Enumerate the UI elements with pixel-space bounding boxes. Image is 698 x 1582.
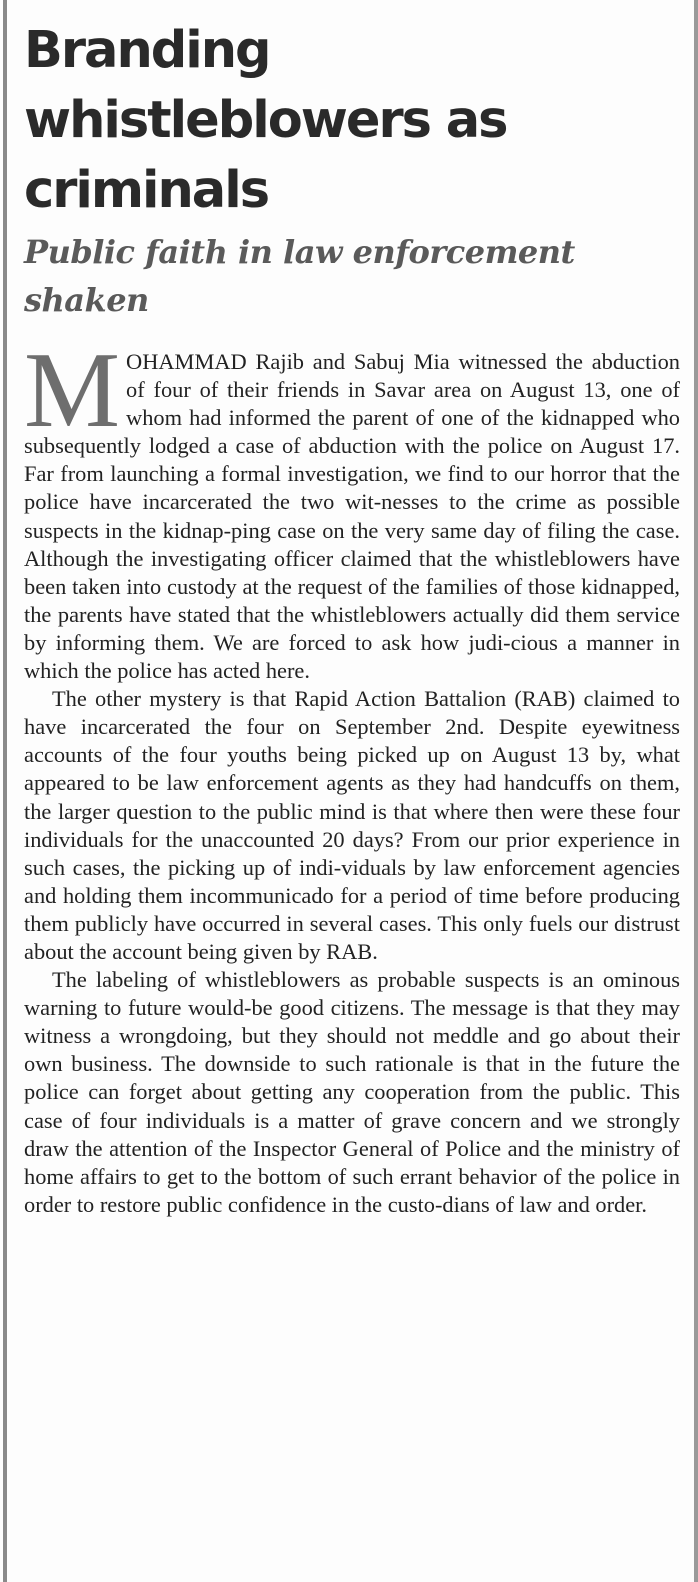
article-body <box>24 331 680 1219</box>
editorial-article <box>24 16 680 1219</box>
right-border-rule <box>694 0 698 1582</box>
headline: Branding whistleblowers as criminals <box>24 21 507 220</box>
paragraph-1 <box>24 331 680 685</box>
drop-cap: M <box>24 331 121 450</box>
subheadline: Public faith in law enforcement shaken <box>24 233 575 319</box>
paragraph-2: The other mystery is that Rapid Action Battalion (RAB) claimed to have incarcerated the four on September 2nd. Despite eyewitness accounts of the four youths being picked up on August 13 by, what appeared to be law enforcement agents as they had handcuffs on them, the larger question to the public mind is that where then were these four individuals for the unaccounted 20 days? From our prior experience in such cases, the picking up of indi-viduals by law enforcement agencies and holding them incommunicado for a period of time before producing them publicly have occurred in several cases. This only fuels our distrust about the account being given by RAB. <box>24 686 680 964</box>
left-border-rule <box>3 0 7 1582</box>
paragraph-1-text: OHAMMAD Rajib and Sabuj Mia witnessed the abduction of four of their friends in Savar area on August 13, one of whom had informed the parent of one of the kidnapped who subsequently lodged a case of abduction with the police on August 17. Far from launching a formal investigation, we find to our horror that the police have incarcerated the two wit-nesses to the crime as possible suspects in the kidnap-ping case on the very same day of filing the case. Although the investigating officer claimed that the whistleblowers have been taken into custody at the request of the families of those kidnapped, the parents have stated that the whistleblowers actually did them service by informing them. We are forced to ask how judi-cious a manner in which the police has acted here. <box>24 349 680 684</box>
paragraph-3: The labeling of whistleblowers as probable suspects is an ominous warning to future would-be good citizens. The message is that they may witness a wrongdoing, but they should not meddle and go about their own business. The downside to such rationale is that in the future the police can forget about getting any cooperation from the public. This case of four individuals is a matter of grave concern and we strongly draw the attention of the Inspector General of Police and the ministry of home affairs to get to the bottom of such errant behavior of the police in order to restore public confidence in the custo-dians of law and order. <box>24 967 680 1217</box>
